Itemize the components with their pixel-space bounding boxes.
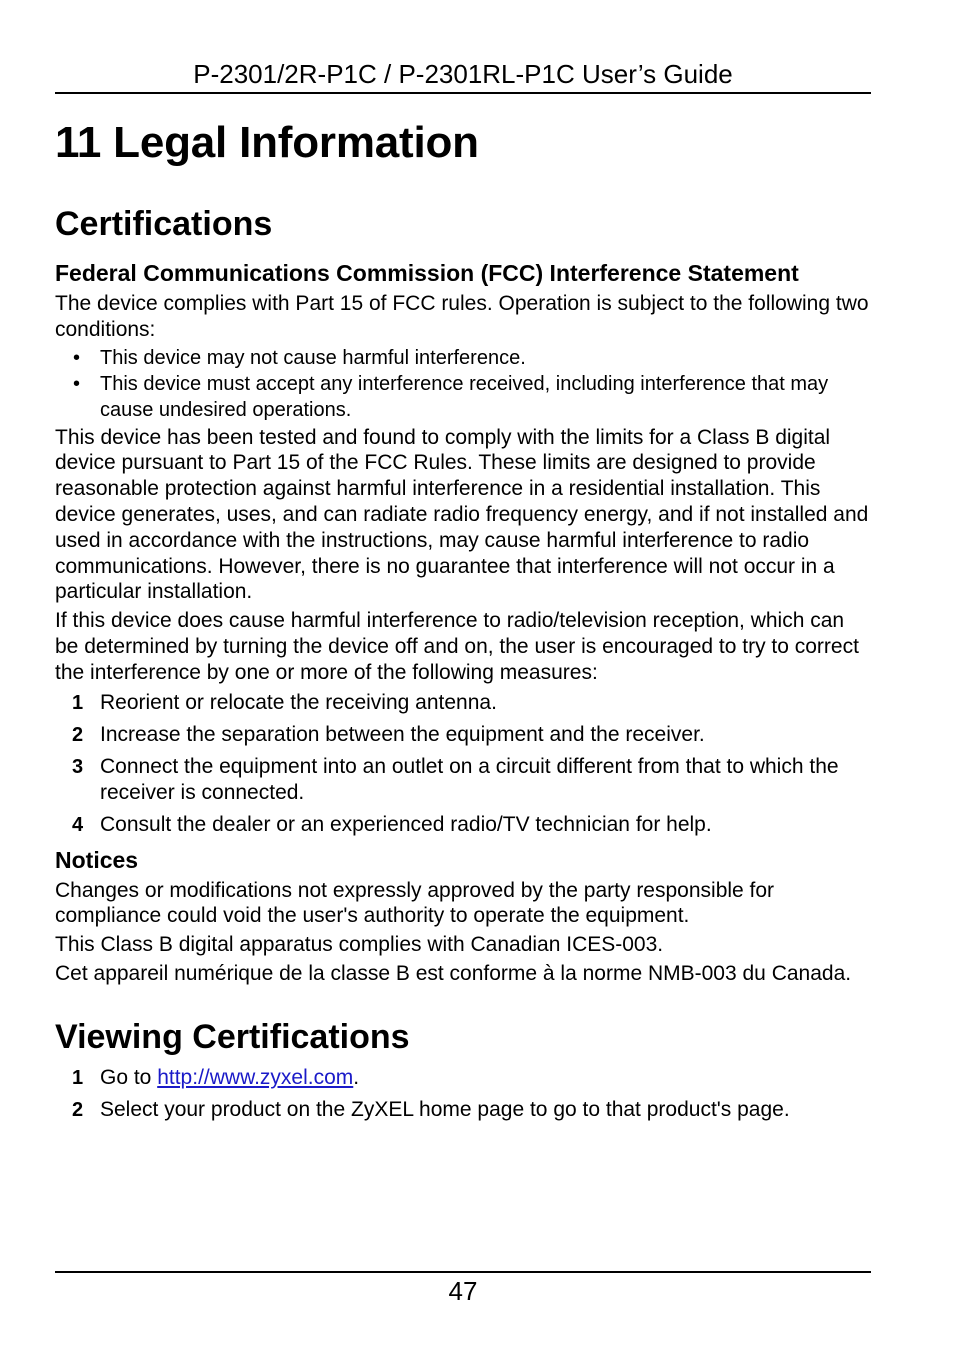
condition-text: This device may not cause harmful interference. [100, 346, 526, 369]
zyxel-website-link[interactable]: http://www.zyxel.com [157, 1065, 354, 1089]
list-item [55, 1097, 873, 1123]
page-content [55, 112, 873, 1129]
step-number: 2 [72, 723, 84, 746]
step-text: Reorient or relocate the receiving antenna. [100, 690, 497, 714]
list-item [55, 1065, 873, 1091]
certifications-heading: Certifications [55, 205, 273, 243]
step-text-suffix: . [353, 1065, 360, 1089]
viewing-steps-list [55, 1065, 873, 1123]
list-item [55, 371, 873, 423]
header-rule [55, 92, 871, 94]
bullet-icon: • [73, 372, 81, 395]
step-text-prefix: Go to [100, 1065, 158, 1089]
step-number: 3 [72, 755, 84, 778]
bullet-icon: • [73, 346, 81, 369]
fcc-compliance-paragraph: This device has been tested and found to comply with the limits for a Class B digital device pursuant to Part 15 of the FCC Rules. These limits are designed to provide reasonable protection against harmful interference in a residential installation. This device generates, uses, and can radiate radio frequency energy, and if not installed and used in accordance with the instructions, may cause harmful interference to radio communications. However, there is no guarantee that interference will not occur in a particular installation. [55, 425, 869, 604]
step-text: Consult the dealer or an experienced radio/TV technician for help. [100, 812, 712, 836]
fcc-statement-heading: Federal Communications Commission (FCC) Interference Statement [55, 260, 799, 286]
step-text: Select your product on the ZyXEL home page to go to that product's page. [100, 1097, 790, 1121]
fcc-conditions-list [55, 345, 873, 423]
step-number: 1 [72, 691, 84, 714]
list-item [55, 754, 873, 806]
footer-rule [55, 1271, 871, 1273]
step-text: Increase the separation between the equipment and the receiver. [100, 722, 705, 746]
step-number: 1 [72, 1066, 84, 1089]
notices-paragraph: Cet appareil numérique de la classe B est conforme à la norme NMB-003 du Canada. [55, 961, 852, 985]
list-item [55, 812, 873, 838]
list-item [55, 722, 873, 748]
chapter-title: 11 Legal Information [55, 118, 479, 167]
notices-paragraph: This Class B digital apparatus complies with Canadian ICES-003. [55, 933, 664, 957]
list-item [55, 345, 873, 371]
running-header: P-2301/2R-P1C / P-2301RL-P1C User’s Guide [193, 59, 733, 89]
step-number: 2 [72, 1098, 84, 1121]
notices-heading: Notices [55, 846, 139, 873]
fcc-measures-list [55, 690, 873, 838]
condition-text: This device must accept any interference received, including interference that may cause undesired operations. [100, 372, 829, 421]
notices-paragraph: Changes or modifications not expressly approved by the party responsible for compliance could void the user's authority to operate the equipment. [55, 878, 775, 928]
step-text: Connect the equipment into an outlet on a circuit different from that to which the receiver is connected. [100, 754, 839, 804]
fcc-intro-paragraph: The device complies with Part 15 of FCC rules. Operation is subject to the following two conditions: [55, 292, 869, 341]
step-number: 4 [72, 813, 84, 836]
page-number: 47 [448, 1276, 478, 1306]
list-item [55, 690, 873, 716]
viewing-certifications-heading: Viewing Certifications [55, 1017, 410, 1056]
fcc-interference-paragraph: If this device does cause harmful interference to radio/television reception, which can be determined by turning the device off and on, the user is encouraged to try to correct the interference by one or more of the following measures: [55, 609, 859, 684]
